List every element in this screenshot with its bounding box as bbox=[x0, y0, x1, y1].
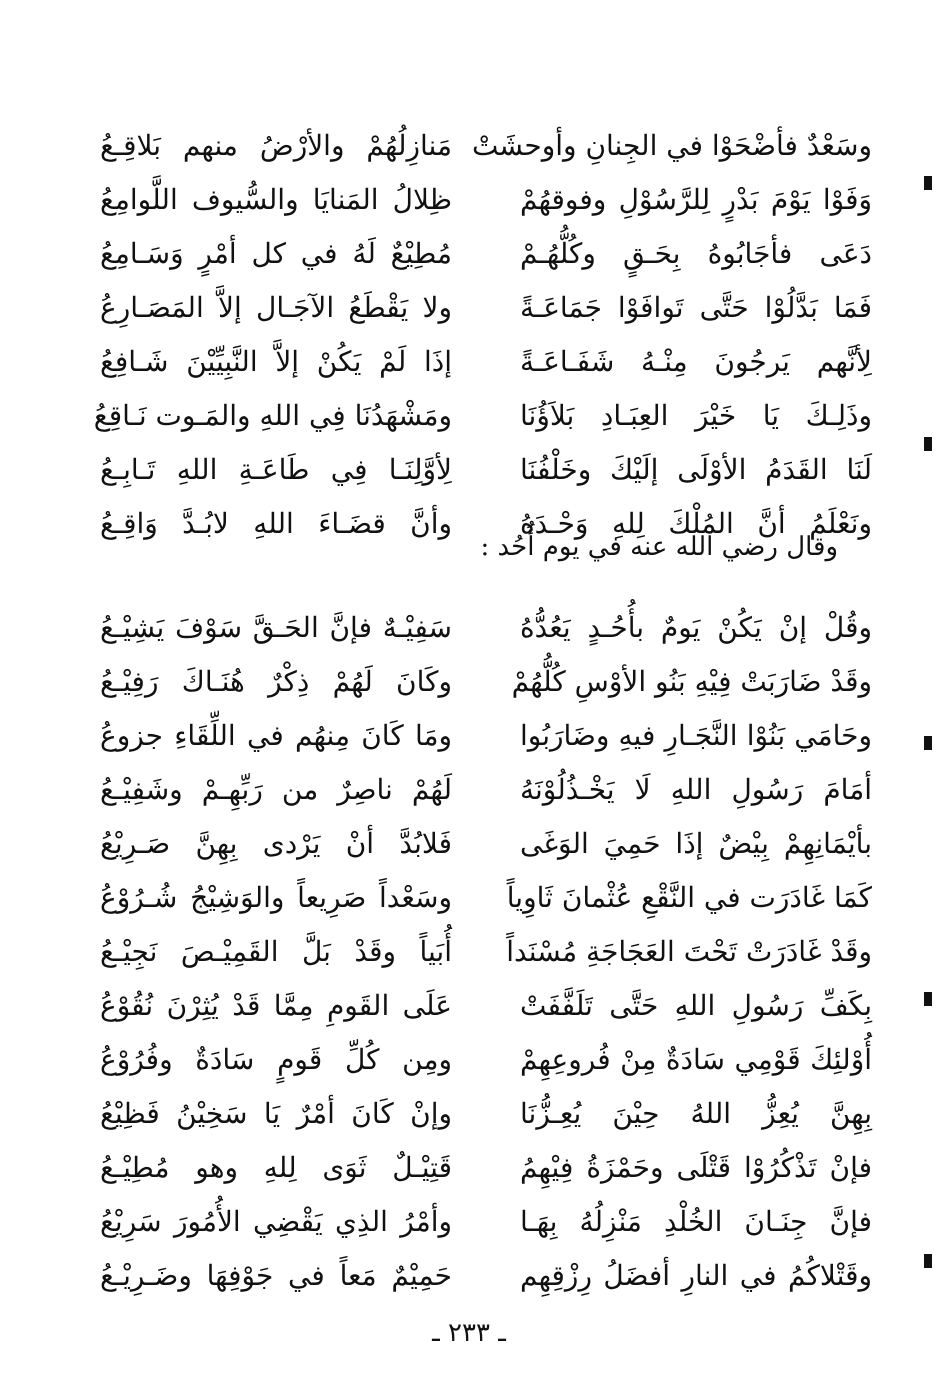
verse-text: أُوْلئِكَ قَوْمِي سَادَةٌ مِنْ فُروعِهِمْ bbox=[520, 1042, 872, 1076]
verse-second-half bbox=[100, 870, 452, 924]
verse-text: أمَامَ رَسُولِ اللهِ لَا يَخْـذُلُوْنَهُ bbox=[520, 772, 872, 806]
verse-first-half bbox=[506, 924, 872, 978]
verse-first-half bbox=[471, 118, 872, 172]
verse-first-half bbox=[520, 226, 872, 280]
verse-text: مُطِيْعٌ لَهُ في كل أمْرٍ وَسَـامِعُ bbox=[100, 236, 452, 270]
verse-first-half bbox=[520, 172, 872, 226]
verse-second-half bbox=[100, 334, 452, 388]
verse-text: فإنَّ جِنَـانَ الخُلْدِ مَنْزِلُهُ بِهَـا bbox=[520, 1204, 872, 1238]
margin-mark bbox=[924, 992, 932, 1006]
poem-intro: وقال رضي الله عنه في يوم أُحُد : bbox=[480, 532, 838, 562]
verse-text: وذَلِـكَ يَا خَيْرَ العِبَـادِ بَلاَؤُنَا bbox=[520, 398, 872, 432]
verse-second-half bbox=[100, 1248, 452, 1302]
verse-text: وحَامَي بَنُوْا النَّجَـارِ فيهِ وضَارَبُوا bbox=[520, 718, 872, 752]
verse-line bbox=[100, 226, 872, 280]
verse-line bbox=[100, 1140, 872, 1194]
verse-first-half bbox=[520, 708, 872, 762]
verse-first-half bbox=[520, 388, 872, 442]
verse-second-half bbox=[100, 654, 452, 708]
verse-first-half bbox=[520, 334, 872, 388]
verse-text: قَتِيْـلٌ ثَوَى لِلهِ وهو مُطِيْـعُ bbox=[100, 1150, 452, 1184]
verse-text: وكَانَ لَهُمْ ذِكْرٌ هُنَـاكَ رَفِيْـعُ bbox=[100, 664, 452, 698]
verse-second-half bbox=[100, 1032, 452, 1086]
verse-text: لِأوَّلِنَـا فِي طَاعَـةِ اللهِ تَـابِـعُ bbox=[100, 452, 452, 486]
verse-first-half bbox=[520, 816, 872, 870]
verse-text: ظِلالُ المَنايَا والسُّيوف اللَّوامِعُ bbox=[100, 182, 452, 216]
verse-first-half bbox=[520, 1194, 872, 1248]
verse-first-half bbox=[506, 870, 872, 924]
verse-second-half bbox=[100, 924, 452, 978]
margin-mark bbox=[924, 176, 932, 190]
verse-line bbox=[100, 1248, 872, 1302]
verse-first-half bbox=[520, 762, 872, 816]
verse-first-half bbox=[520, 978, 872, 1032]
verse-second-half bbox=[100, 1194, 452, 1248]
verse-line bbox=[100, 870, 872, 924]
verse-line bbox=[100, 1194, 872, 1248]
verse-second-half bbox=[100, 172, 452, 226]
verse-text: سَفِيْـهٌ فإنَّ الحَـقَّ سَوْفَ يَشِيْـعُ bbox=[100, 610, 452, 644]
verse-first-half bbox=[520, 1032, 872, 1086]
verse-line bbox=[100, 1032, 872, 1086]
verse-text: ومَشْهَدُنَا فِي اللهِ والمَـوت نَـاقِعُ bbox=[93, 398, 452, 432]
margin-mark bbox=[924, 437, 932, 451]
verse-first-half bbox=[520, 600, 872, 654]
verse-text: وقَدْ ضَارَبَتْ فِيْهِ بَنُو الأوْسِ كُلُّهُمْ bbox=[511, 664, 872, 698]
verse-second-half bbox=[100, 1140, 452, 1194]
verse-text: لِأنَّهم يَرجُونَ مِنْـهُ شَفَـاعَـةً bbox=[520, 344, 872, 378]
verse-text: وأنَّ قضَـاءَ اللهِ لابُـدَّ وَاقِـعُ bbox=[100, 506, 452, 540]
verse-text: وقَدْ غَادَرَتْ تَحْتَ العَجَاجَةِ مُسْنَداً bbox=[506, 934, 872, 968]
verse-text: بِهِنَّ يُعِزُّ اللهُ حِيْنَ يُعِـزُّنَا bbox=[520, 1096, 872, 1130]
verse-second-half bbox=[100, 762, 452, 816]
verse-text: فَلابُدَّ أنْ يَرْدى بِهِنَّ صَـرِيْعُ bbox=[100, 826, 452, 860]
margin-mark bbox=[924, 736, 932, 750]
verse-text: وقَتْلاكُمُ في النارِ أفضَلُ رِزْقِهِم bbox=[520, 1258, 872, 1292]
verse-text: فَمَا بَدَّلُوْا حَتَّى تَوافَوْا جَمَاعَـةً bbox=[520, 290, 872, 324]
verse-text: ولا يَقْطَعُ الآجَـال إلاَّ المَصَـارِعُ bbox=[100, 290, 452, 324]
verse-text: وسَعْدٌ فأضْحَوْا في الجِنانِ وأوحشَتْ bbox=[471, 128, 872, 162]
verse-text: فإنْ تَذْكُرُوْا قَتْلَى وحَمْزَةُ فِيْهِمُ bbox=[520, 1150, 872, 1184]
verse-text: كَمَا غَادَرَت في النَّقْعِ عُثْمانَ ثَاوِياً bbox=[506, 880, 872, 914]
verse-line bbox=[100, 762, 872, 816]
margin-mark bbox=[924, 1254, 932, 1268]
verse-line bbox=[93, 388, 872, 442]
verse-line bbox=[100, 924, 872, 978]
verse-text: أُبَياً وقَدْ بَلَّ القَمِيْـصَ نَجِيْـعُ bbox=[100, 934, 452, 968]
verse-line bbox=[100, 600, 872, 654]
verse-line bbox=[100, 1086, 872, 1140]
verse-text: وسَعْداً صَرِيعاً والوَشِيْجُ شُـرُوْعُ bbox=[100, 880, 452, 914]
verse-first-half bbox=[520, 442, 872, 496]
poem-first bbox=[93, 118, 872, 550]
verse-second-half bbox=[100, 496, 452, 550]
poem-second bbox=[100, 600, 872, 1302]
verse-text: عَلَى القَومِ مِمَّا قَدْ يُثِرْنَ نُقُوْعُ bbox=[100, 988, 452, 1022]
verse-line bbox=[100, 816, 872, 870]
verse-text: بِكَفِّ رَسُولِ اللهِ حَتَّى تَلَفَّفَتْ bbox=[520, 988, 872, 1022]
verse-second-half bbox=[100, 978, 452, 1032]
verse-line bbox=[100, 978, 872, 1032]
verse-second-half bbox=[93, 388, 452, 442]
verse-text: ونَعْلَمُ أنَّ المُلْكَ لِلهِ وَحْـدَهُ bbox=[520, 506, 872, 540]
verse-first-half bbox=[511, 654, 872, 708]
verse-line bbox=[100, 708, 872, 762]
verse-line bbox=[100, 334, 872, 388]
verse-text: وأمْرُ الذِي يَقْضِي الأُمُورَ سَرِيْعُ bbox=[100, 1204, 452, 1238]
verse-second-half bbox=[100, 1086, 452, 1140]
verse-second-half bbox=[100, 118, 452, 172]
verse-first-half bbox=[520, 1248, 872, 1302]
verse-text: لَنَا القَدَمُ الأوْلَى إلَيْكَ وخَلْفُنَا bbox=[520, 452, 872, 486]
verse-first-half bbox=[520, 1086, 872, 1140]
verse-line bbox=[100, 654, 872, 708]
verse-text: وقُلْ إنْ يَكُنْ يَومٌ بأُحُـدٍ يَعُدُّهُ bbox=[520, 610, 872, 644]
verse-text: وَفَوْا يَوْمَ بَدْرٍ لِلرَّسُوْلِ وفوقهُمْ bbox=[520, 182, 872, 216]
verse-text: ومِن كُلِّ قَومٍ سَادَةٌ وفُرُوْعُ bbox=[100, 1042, 452, 1076]
verse-second-half bbox=[100, 226, 452, 280]
verse-text: دَعَى فأجَابُوهُ بِحَـقٍ وكُلُّهُـمْ bbox=[520, 236, 872, 270]
verse-line bbox=[100, 118, 872, 172]
verse-text: لَهُمْ ناصِرٌ من رَبِّهِـمْ وشَفِيْـعُ bbox=[100, 772, 452, 806]
verse-line bbox=[100, 442, 872, 496]
verse-text: ومَا كَانَ مِنهُم في اللِّقَاءِ جزوعُ bbox=[100, 718, 452, 752]
page-number: ـ ٢٣٣ ـ bbox=[432, 1318, 506, 1348]
verse-text: إذَا لَمْ يَكُنْ إلاَّ النَّبِيِّيْنَ شَـافِعُ bbox=[100, 344, 452, 378]
verse-text: وإنْ كَانَ أمْرٌ يَا سَخِيْنُ فَظِيْعُ bbox=[100, 1096, 452, 1130]
verse-text: مَنازِلُهُمْ والأرْضُ منهم بَلاقِـعُ bbox=[100, 128, 452, 162]
verse-text: حَمِيْمٌ مَعاً في جَوْفِهَا وضَـرِيْـعُ bbox=[100, 1258, 452, 1292]
verse-second-half bbox=[100, 816, 452, 870]
verse-second-half bbox=[100, 708, 452, 762]
verse-second-half bbox=[100, 600, 452, 654]
verse-second-half bbox=[100, 442, 452, 496]
verse-first-half bbox=[520, 1140, 872, 1194]
verse-line bbox=[100, 280, 872, 334]
verse-text: بأيْمَانِهِمْ بِيْضٌ إذَا حَمِيَ الوَغَى bbox=[520, 826, 872, 860]
verse-second-half bbox=[100, 280, 452, 334]
verse-line bbox=[100, 172, 872, 226]
verse-first-half bbox=[520, 280, 872, 334]
